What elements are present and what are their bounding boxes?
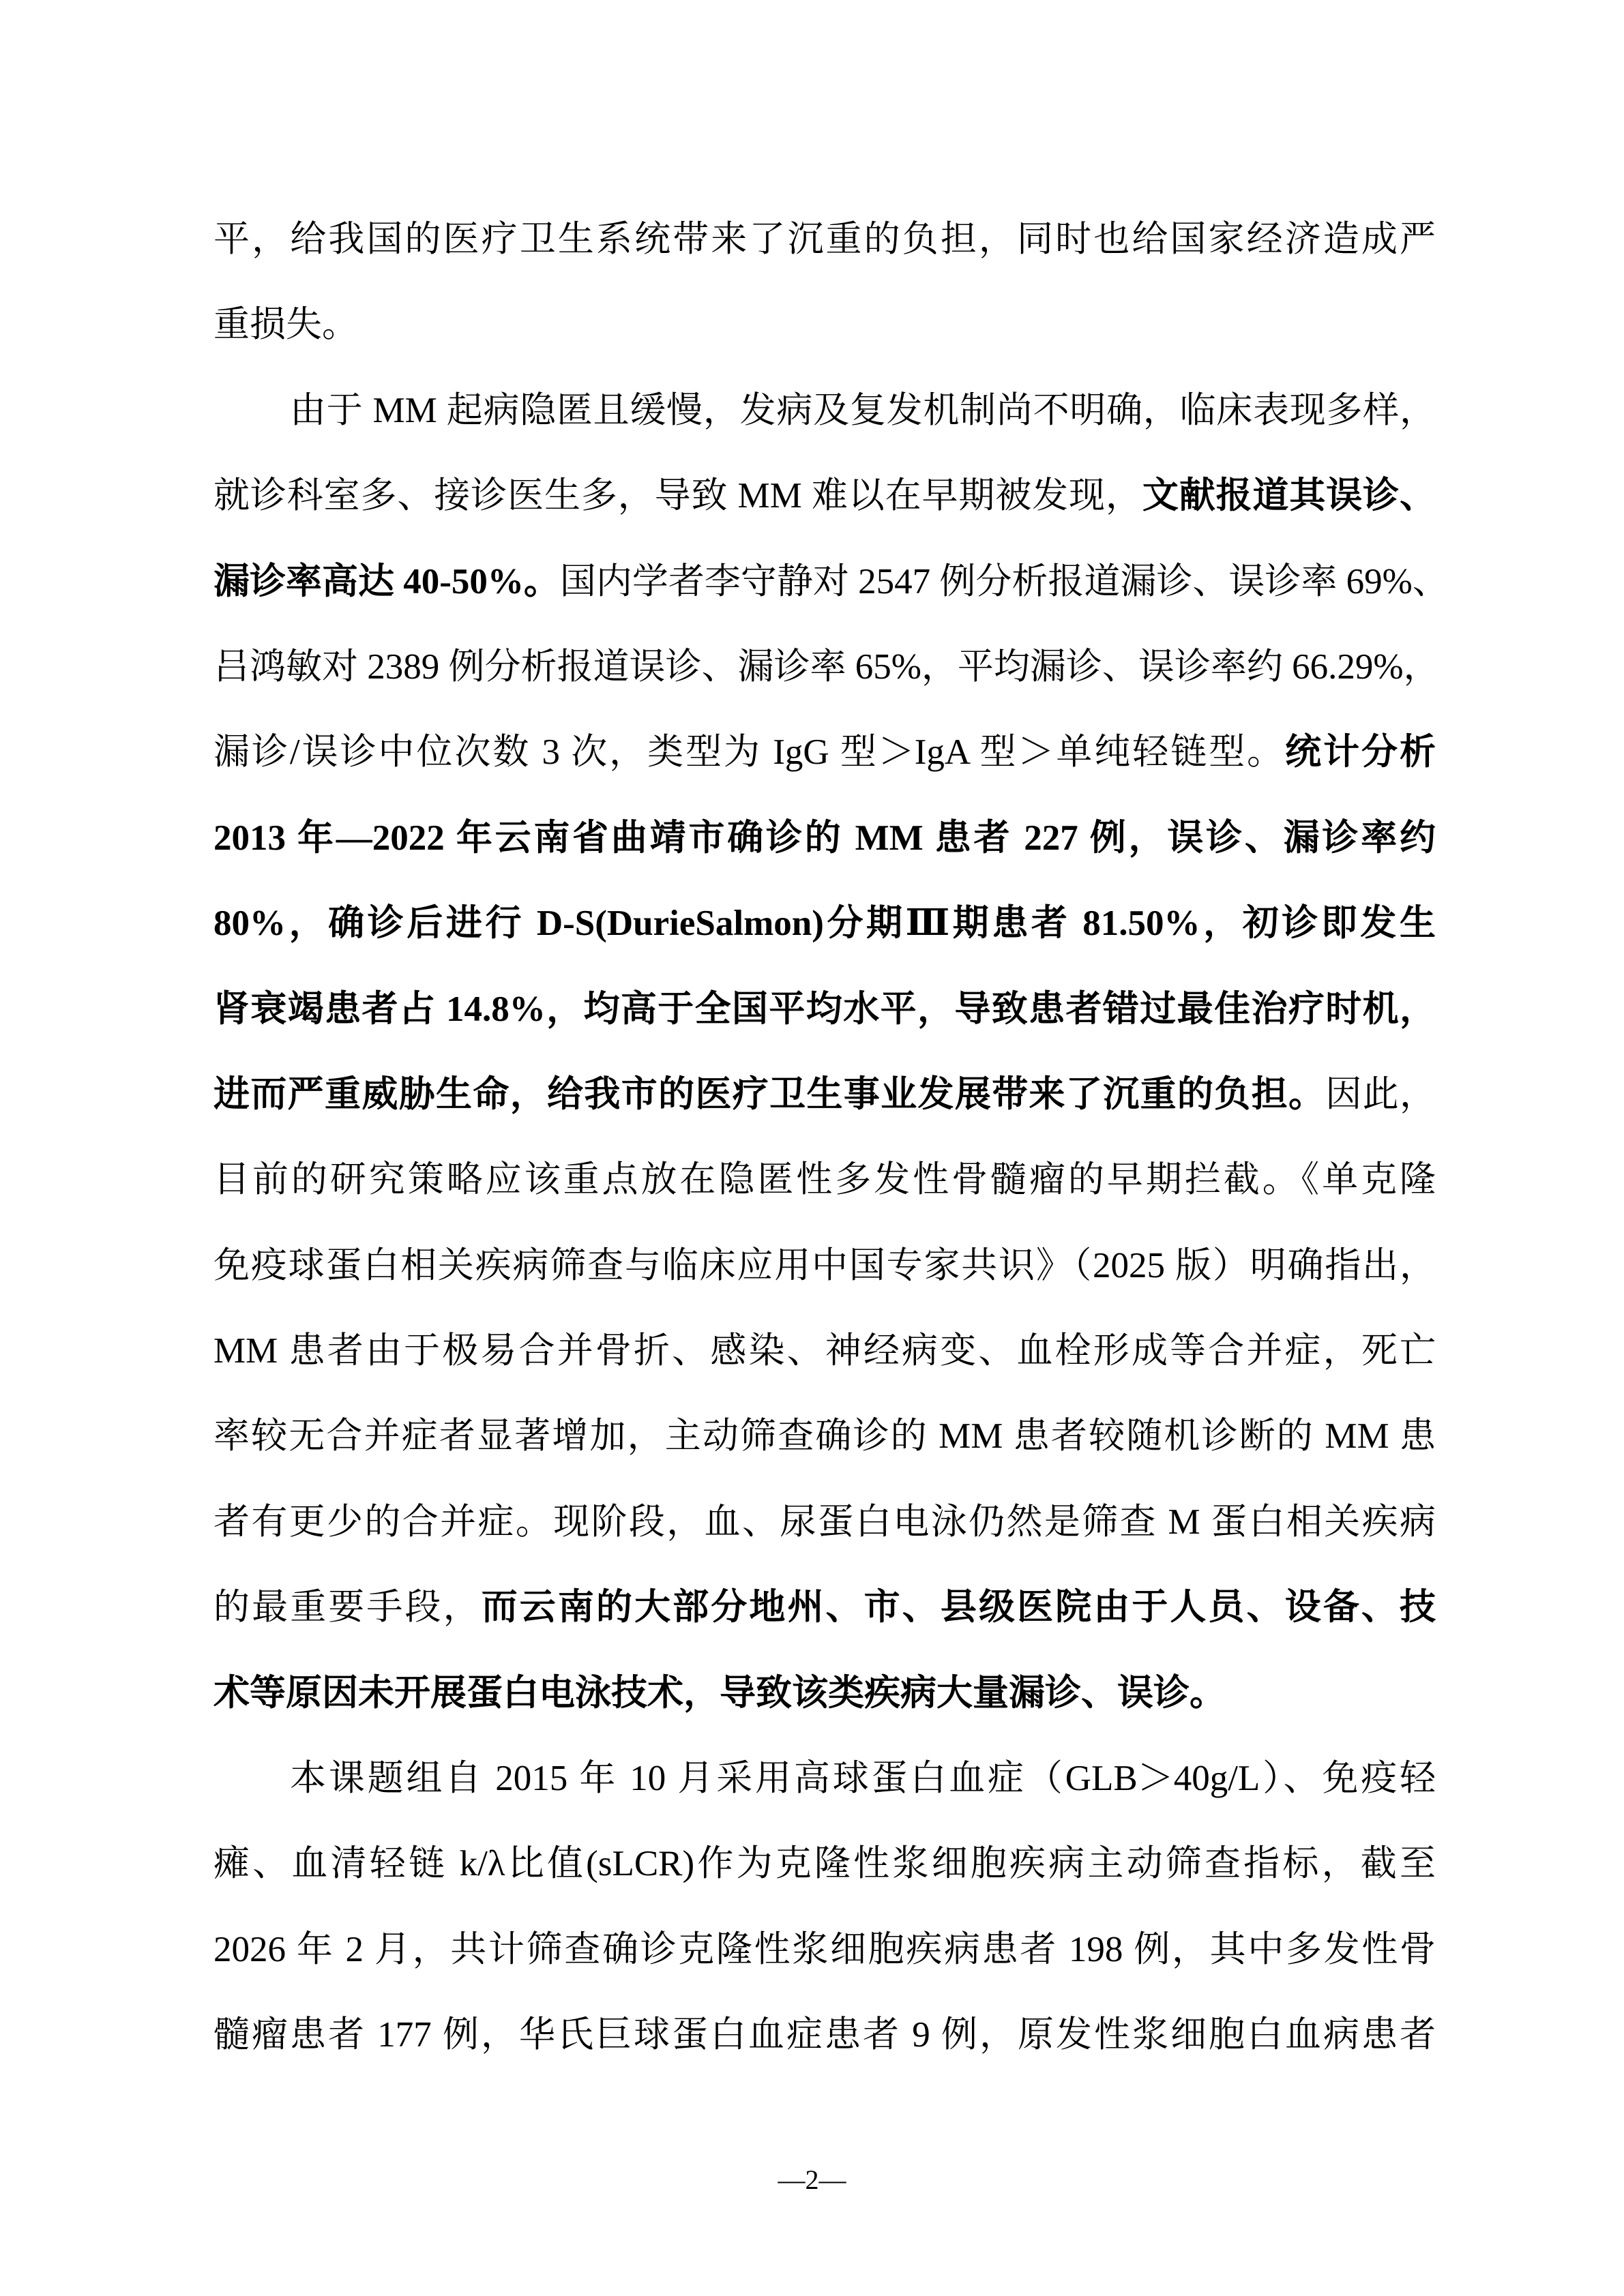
bold-text-segment: 文献报道其误诊、 [1142,476,1436,516]
paragraph [213,197,1436,368]
bold-text-segment: 肾衰竭患者占 14.8%，均高于全国平均水平，导致患者错过最佳治疗时机， [213,989,1436,1029]
text-segment: 2026 年 2 月，共计筛查确诊克隆性浆细胞疾病患者 198 例，其中多发性骨 [213,1929,1436,1969]
bold-text-segment: 2013 年—2022 年云南省曲靖市确诊的 MM 患者 227 例，误诊、漏诊率约 [213,818,1436,858]
text-segment: 瘫、血清轻链 k/λ比值(sLCR)作为克隆性浆细胞疾病主动筛查指标，截至 [213,1844,1436,1884]
paragraph [213,1736,1436,2078]
text-segment: 率较无合并症者显著增加，主动筛查确诊的 MM 患者较随机诊断的 MM 患 [213,1416,1436,1457]
text-line [213,1052,1436,1137]
text-line [213,368,1436,453]
text-segment: 由于 MM 起病隐匿且缓慢，发病及复发机制尚不明确，临床表现多样， [290,390,1436,430]
text-line [213,1993,1436,2078]
bold-text-segment: 进而严重威胁生命，给我市的医疗卫生事业发展带来了沉重的负担。 [213,1074,1326,1114]
text-line [213,1565,1436,1650]
text-line [213,1394,1436,1479]
text-line [213,1736,1436,1821]
bold-text-segment: 而云南的大部分地州、市、县级医院由于人员、设备、技 [481,1587,1436,1628]
text-line [213,1821,1436,1907]
text-line [213,796,1436,881]
text-segment: 者有更少的合并症。现阶段，血、尿蛋白电泳仍然是筛查 M 蛋白相关疾病 [213,1502,1436,1542]
text-segment: 重损失。 [213,305,358,345]
text-segment: 目前的研究策略应该重点放在隐匿性多发性骨髓瘤的早期拦截。《单克隆 [213,1160,1436,1200]
text-segment: MM 患者由于极易合并骨折、感染、神经病变、血栓形成等合并症，死亡 [213,1331,1436,1371]
text-line [213,881,1436,966]
text-line [213,1907,1436,1993]
text-line [213,710,1436,795]
text-segment: 髓瘤患者 177 例，华氏巨球蛋白血症患者 9 例，原发性浆细胞白血病患者 [213,2015,1436,2055]
text-line [213,539,1449,625]
text-segment: 的最重要手段， [213,1587,482,1628]
body-text [213,197,1449,2078]
text-line [213,453,1436,539]
text-line [213,625,1440,710]
bold-text-segment: 漏诊率高达 40-50%。 [213,561,560,601]
page-number: —2— [778,2164,846,2195]
text-segment: 本课题组自 2015 年 10 月采用高球蛋白血症（GLB＞40g/L）、免疫轻 [290,1759,1436,1799]
text-segment: 就诊科室多、接诊医生多，导致 MM 难以在早期被发现， [213,476,1142,516]
text-line [213,1223,1436,1309]
text-segment: 因此， [1325,1074,1436,1114]
text-line [213,1480,1436,1565]
text-line [213,967,1436,1052]
text-segment: 漏诊/误诊中位次数 3 次，类型为 IgG 型＞IgA 型＞单纯轻链型。 [213,732,1286,773]
text-line [213,1651,1436,1736]
text-line [213,282,1436,368]
text-line [213,1309,1436,1394]
text-line [213,1137,1436,1223]
paragraph [213,368,1449,1736]
text-segment: 免疫球蛋白相关疾病筛查与临床应用中国专家共识》（2025 版）明确指出， [213,1245,1436,1285]
text-segment: 吕鸿敏对 2389 例分析报道误诊、漏诊率 65%，平均漏诊、误诊率约 66.29%， [213,646,1440,687]
bold-text-segment: 统计分析 [1285,732,1436,773]
bold-text-segment: 术等原因未开展蛋白电泳技术，导致该类疾病大量漏诊、误诊。 [213,1673,1226,1713]
bold-text-segment: 80%，确诊后进行 D-S(DurieSalmon)分期Ⅲ期患者 81.50%，初诊即发生 [213,904,1436,944]
text-line [213,197,1436,282]
text-segment: 国内学者李守静对 2547 例分析报道漏诊、误诊率 69%、 [559,561,1449,601]
text-segment: 平，给我国的医疗卫生系统带来了沉重的负担，同时也给国家经济造成严 [213,220,1436,259]
